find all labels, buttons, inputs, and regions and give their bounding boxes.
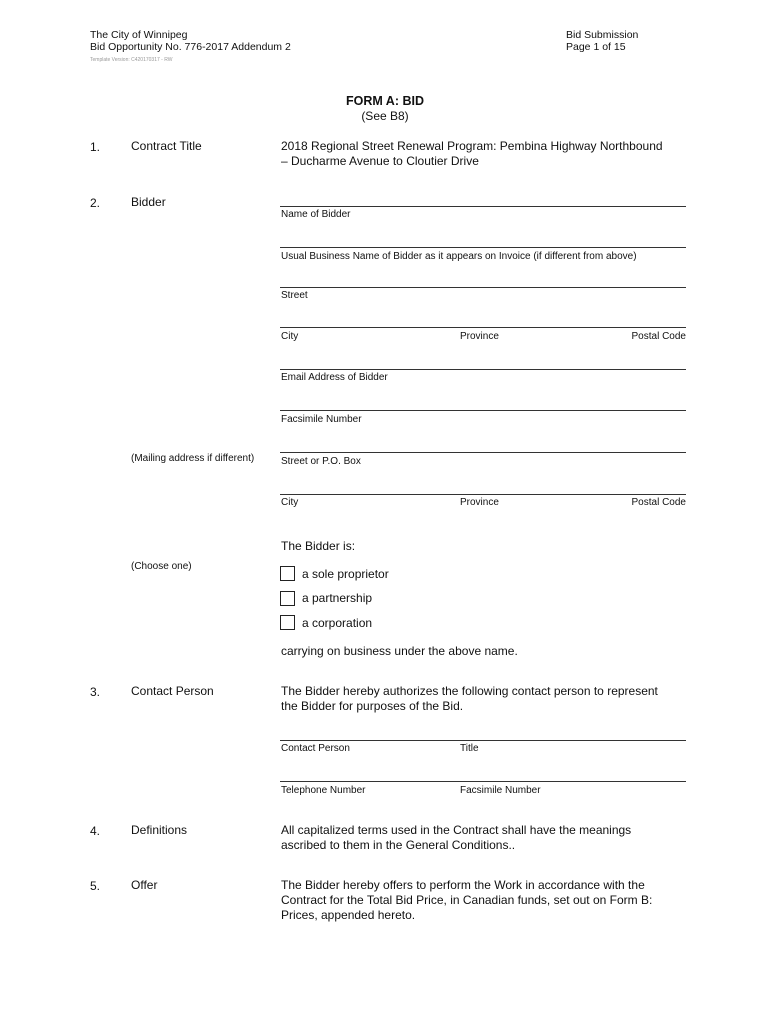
definitions-line-1: All capitalized terms used in the Contract shall have the meanings	[281, 823, 632, 837]
sole-proprietor-label: a sole proprietor	[302, 567, 389, 581]
section-5-label: Offer	[131, 878, 158, 892]
fax-caption: Facsimile Number	[281, 414, 362, 425]
offer-line-2: Contract for the Total Bid Price, in Canadian funds, set out on Form B:	[281, 893, 653, 907]
email-caption: Email Address of Bidder	[281, 372, 388, 383]
definitions-line-2: ascribed to them in the General Conditions..	[281, 838, 516, 852]
mailing-city-province-postal-line[interactable]	[280, 494, 686, 495]
form-subtitle: (See B8)	[361, 109, 409, 123]
postal-code-caption: Postal Code	[631, 331, 686, 342]
contact-fax-caption: Facsimile Number	[460, 785, 541, 796]
choose-one-note: (Choose one)	[131, 561, 192, 572]
contact-authorization-line-2: the Bidder for purposes of the Bid.	[281, 699, 464, 713]
corporation-label: a corporation	[302, 616, 373, 630]
section-2-number: 2.	[90, 196, 101, 210]
sole-proprietor-checkbox[interactable]	[280, 566, 295, 581]
partnership-label: a partnership	[302, 591, 373, 605]
partnership-checkbox[interactable]	[280, 591, 295, 606]
fax-line[interactable]	[280, 410, 686, 411]
section-5-number: 5.	[90, 879, 101, 893]
carrying-on-business-text: carrying on business under the above name.	[281, 644, 518, 658]
street-line[interactable]	[280, 287, 686, 288]
street-po-box-caption: Street or P.O. Box	[281, 456, 361, 467]
section-1-number: 1.	[90, 140, 101, 154]
section-1-label: Contract Title	[131, 139, 202, 153]
contract-title-line-1: 2018 Regional Street Renewal Program: Pembina Highway Northbound	[281, 139, 663, 153]
offer-line-3: Prices, appended hereto.	[281, 908, 416, 922]
mailing-province-caption: Province	[460, 497, 499, 508]
contact-person-title-line[interactable]	[280, 740, 686, 741]
template-version: Template Version: C420170317 - RW	[90, 57, 173, 63]
mailing-address-note: (Mailing address if different)	[131, 453, 255, 464]
section-4-label: Definitions	[131, 823, 188, 837]
mailing-city-caption: City	[281, 497, 299, 508]
corporation-checkbox[interactable]	[280, 615, 295, 630]
name-of-bidder-caption: Name of Bidder	[281, 209, 351, 220]
city-caption: City	[281, 331, 299, 342]
header-bid-opportunity: Bid Opportunity No. 776-2017 Addendum 2	[90, 41, 291, 53]
header-submission: Bid Submission	[566, 29, 639, 41]
form-title: FORM A: BID	[346, 94, 424, 108]
contract-title-line-2: – Ducharme Avenue to Cloutier Drive	[281, 154, 479, 168]
section-3-number: 3.	[90, 685, 101, 699]
contact-authorization-line-1: The Bidder hereby authorizes the following contact person to represent	[281, 684, 658, 698]
email-line[interactable]	[280, 369, 686, 370]
city-province-postal-line[interactable]	[280, 327, 686, 328]
offer-line-1: The Bidder hereby offers to perform the Work in accordance with the	[281, 878, 645, 892]
title-caption: Title	[460, 743, 479, 754]
street-po-box-line[interactable]	[280, 452, 686, 453]
section-4-number: 4.	[90, 824, 101, 838]
section-2-label: Bidder	[131, 195, 166, 209]
header-org: The City of Winnipeg	[90, 29, 188, 41]
section-3-label: Contact Person	[131, 684, 214, 698]
contact-person-caption: Contact Person	[281, 743, 350, 754]
usual-business-name-line[interactable]	[280, 247, 686, 248]
mailing-postal-code-caption: Postal Code	[631, 497, 686, 508]
street-caption: Street	[281, 290, 308, 301]
telephone-caption: Telephone Number	[281, 785, 366, 796]
bidder-is-heading: The Bidder is:	[281, 539, 356, 553]
name-of-bidder-line[interactable]	[280, 206, 686, 207]
telephone-fax-line[interactable]	[280, 781, 686, 782]
header-page-number: Page 1 of 15	[566, 41, 626, 53]
usual-business-name-caption: Usual Business Name of Bidder as it appears on Invoice (if different from above)	[281, 251, 637, 262]
province-caption: Province	[460, 331, 499, 342]
